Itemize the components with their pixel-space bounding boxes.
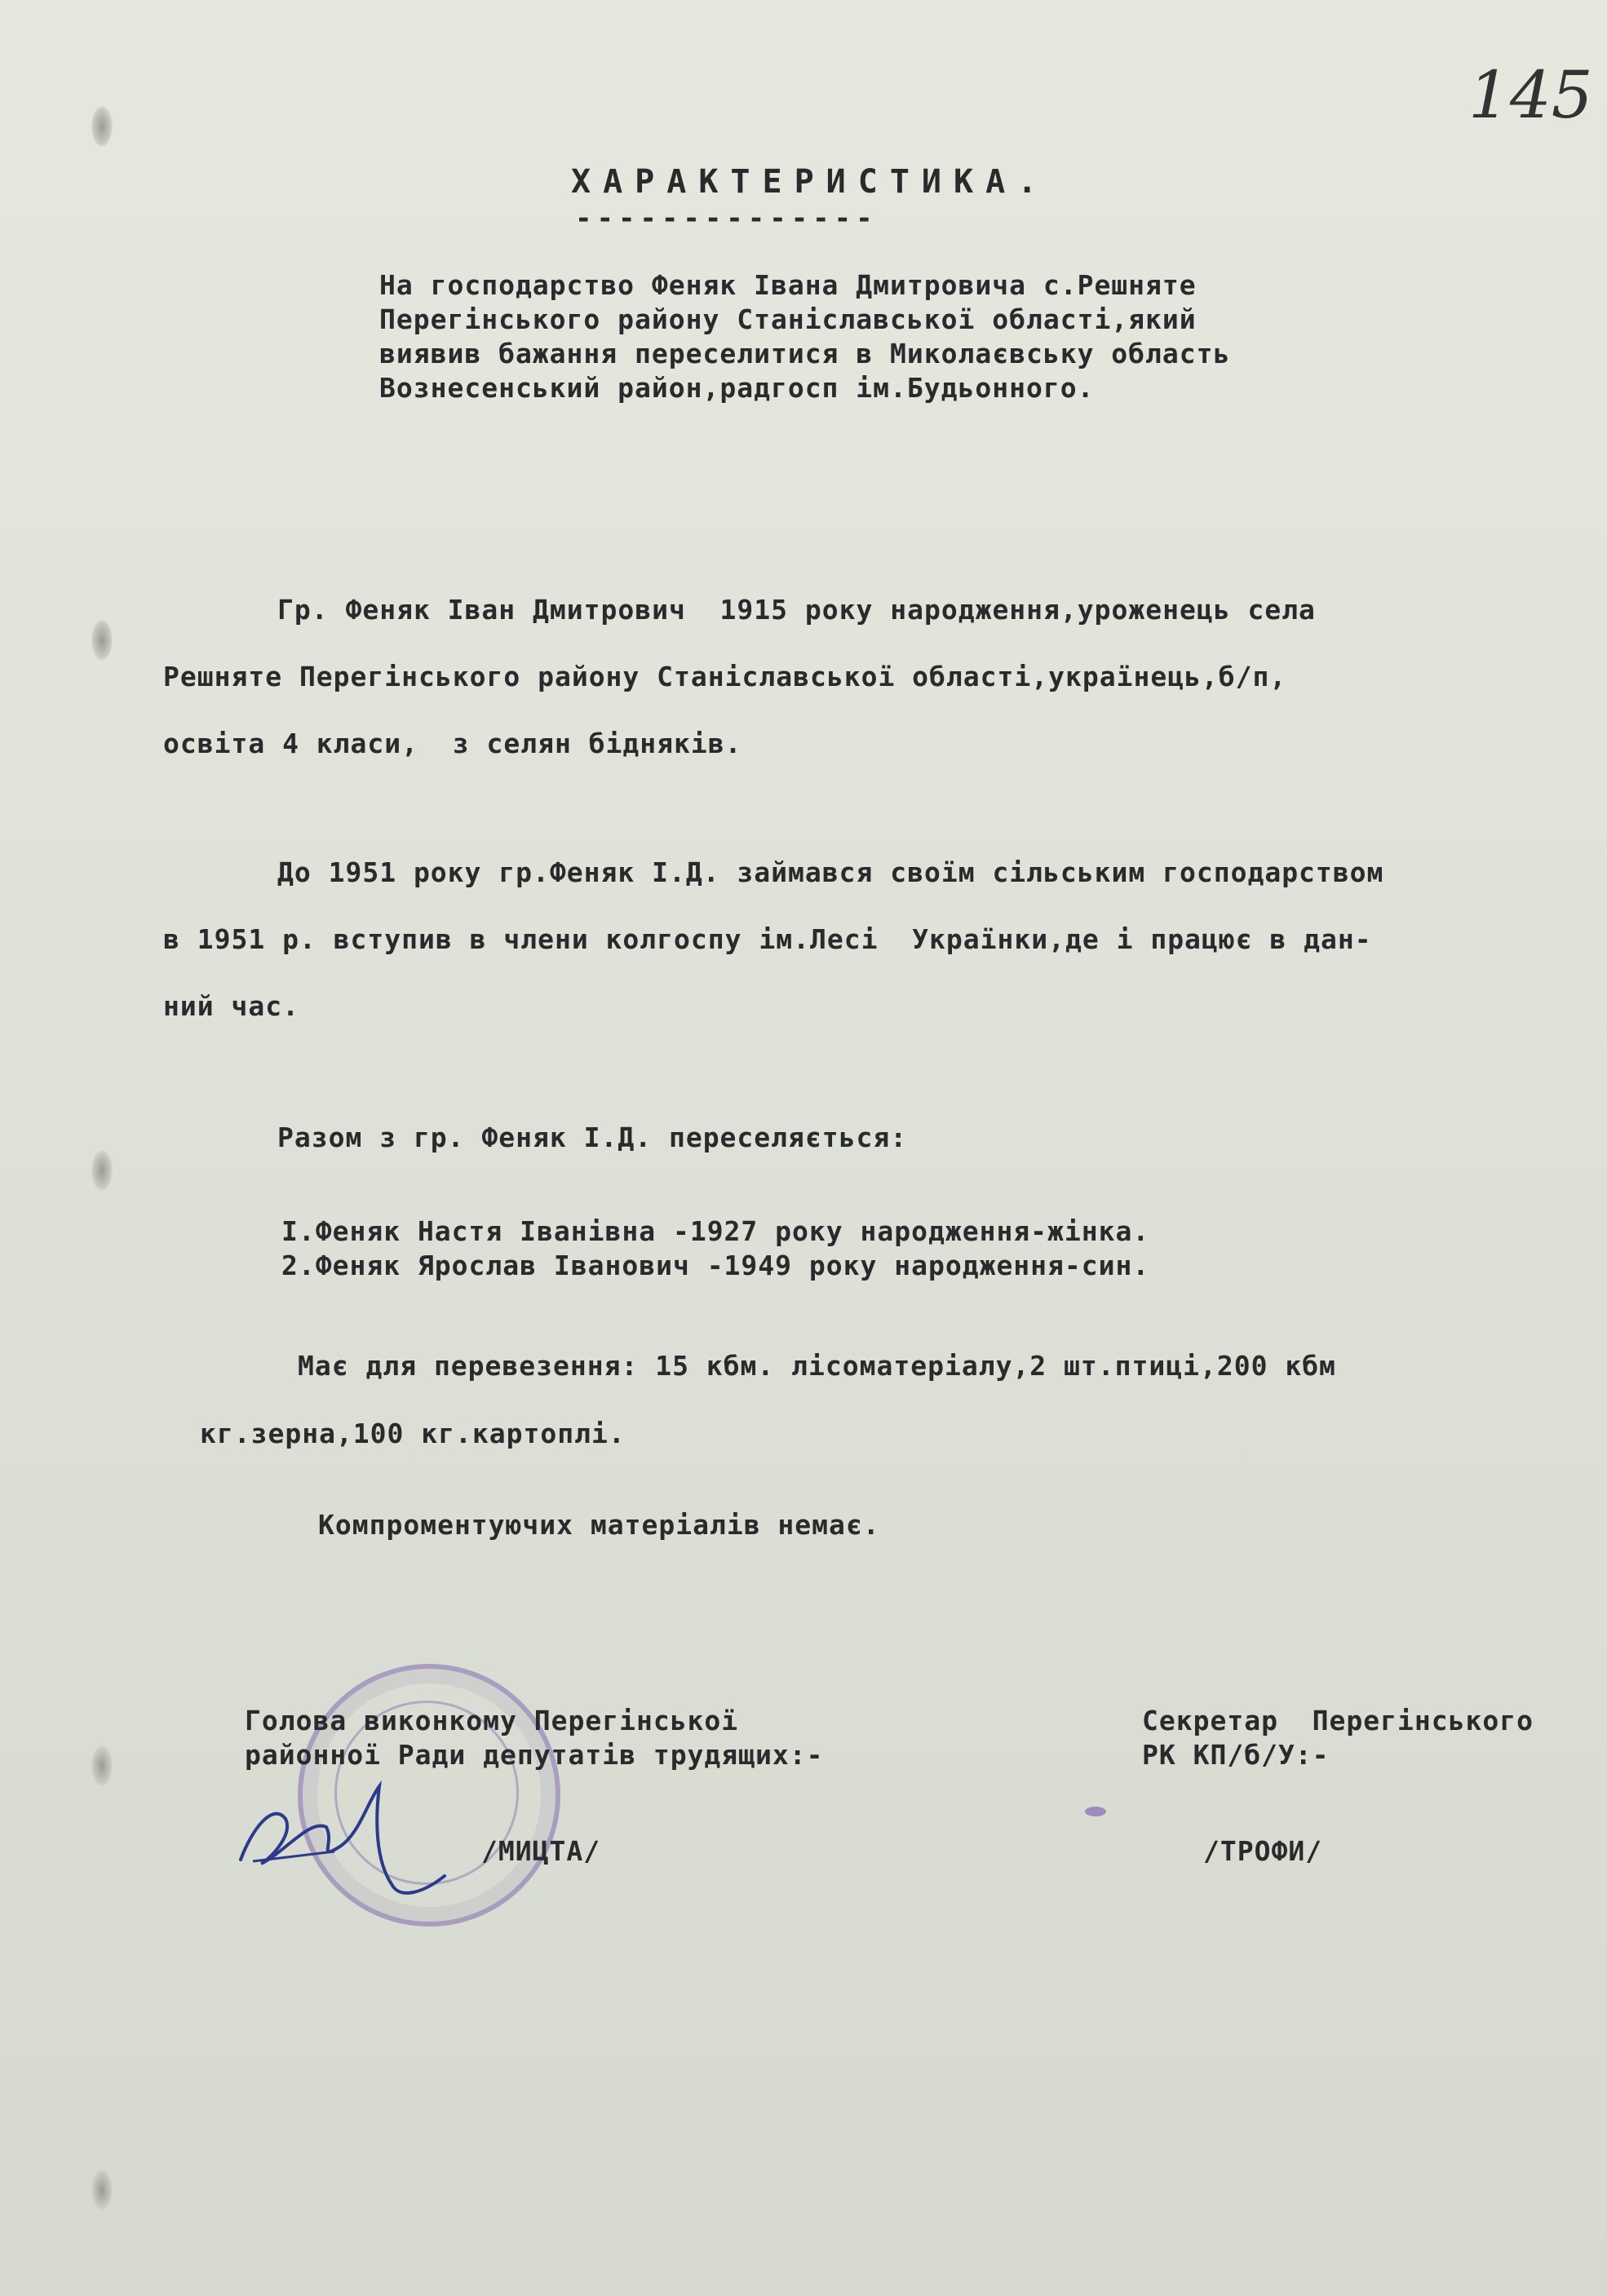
subject-line: Вознесенський район,радгосп ім.Будьонного. (379, 372, 1095, 404)
family-member: 2.Феняк Ярослав Іванович -1949 року народження-син. (281, 1250, 1150, 1281)
punch-hole (91, 1745, 113, 1786)
left-signatory-name: /МИЦТА/ (481, 1835, 601, 1867)
relocating-heading: Разом з гр. Феняк І.Д. переселяється: (277, 1121, 908, 1153)
bio-line: Гр. Феняк Іван Дмитрович 1915 року народження,уроженець села (277, 594, 1316, 626)
ink-mark (1085, 1807, 1106, 1816)
left-signatory-title: районної Ради депутатів трудящих:- (245, 1739, 824, 1771)
document-title: ХАРАКТЕРИСТИКА. (571, 163, 1050, 201)
history-line: До 1951 року гр.Феняк І.Д. займався своїм сільським господарством (277, 856, 1384, 888)
punch-hole (91, 106, 113, 147)
handwritten-signature (237, 1770, 498, 1909)
right-signatory-title: РК КП/б/У:- (1142, 1739, 1330, 1771)
punch-hole (91, 1150, 113, 1191)
cargo-line: кг.зерна,100 кг.картоплі. (200, 1418, 626, 1449)
history-line: в 1951 р. вступив в члени колгоспу ім.Лесі Українки,де і працює в дан- (163, 923, 1372, 955)
archive-number: 145 (1468, 57, 1593, 133)
left-signatory-title: Голова виконкому Перегінської (245, 1705, 739, 1736)
subject-line: На господарство Феняк Івана Дмитровича с.Решняте (379, 269, 1197, 301)
family-member: І.Феняк Настя Іванівна -1927 року народження-жінка. (281, 1215, 1150, 1247)
bio-line: освіта 4 класи, з селян бідняків. (163, 728, 742, 759)
subject-line: виявив бажання переселитися в Миколаєвську область (379, 338, 1231, 369)
cargo-line: Має для перевезення: 15 кбм. лісоматеріалу,2 шт.птиці,200 кбм (298, 1350, 1336, 1382)
punch-hole (91, 620, 113, 661)
right-signatory-title: Секретар Перегінського (1142, 1705, 1534, 1736)
subject-line: Перегінського району Станіславської області,який (379, 303, 1197, 335)
title-underline: -------------- (575, 202, 878, 235)
no-compromising-note: Компроментуючих матеріалів немає. (318, 1509, 880, 1541)
bio-line: Решняте Перегінського району Станіславської області,українець,б/п, (163, 661, 1287, 692)
right-signatory-name: /ТРОФИ/ (1203, 1835, 1323, 1867)
history-line: ний час. (163, 990, 299, 1022)
punch-hole (91, 2170, 113, 2210)
